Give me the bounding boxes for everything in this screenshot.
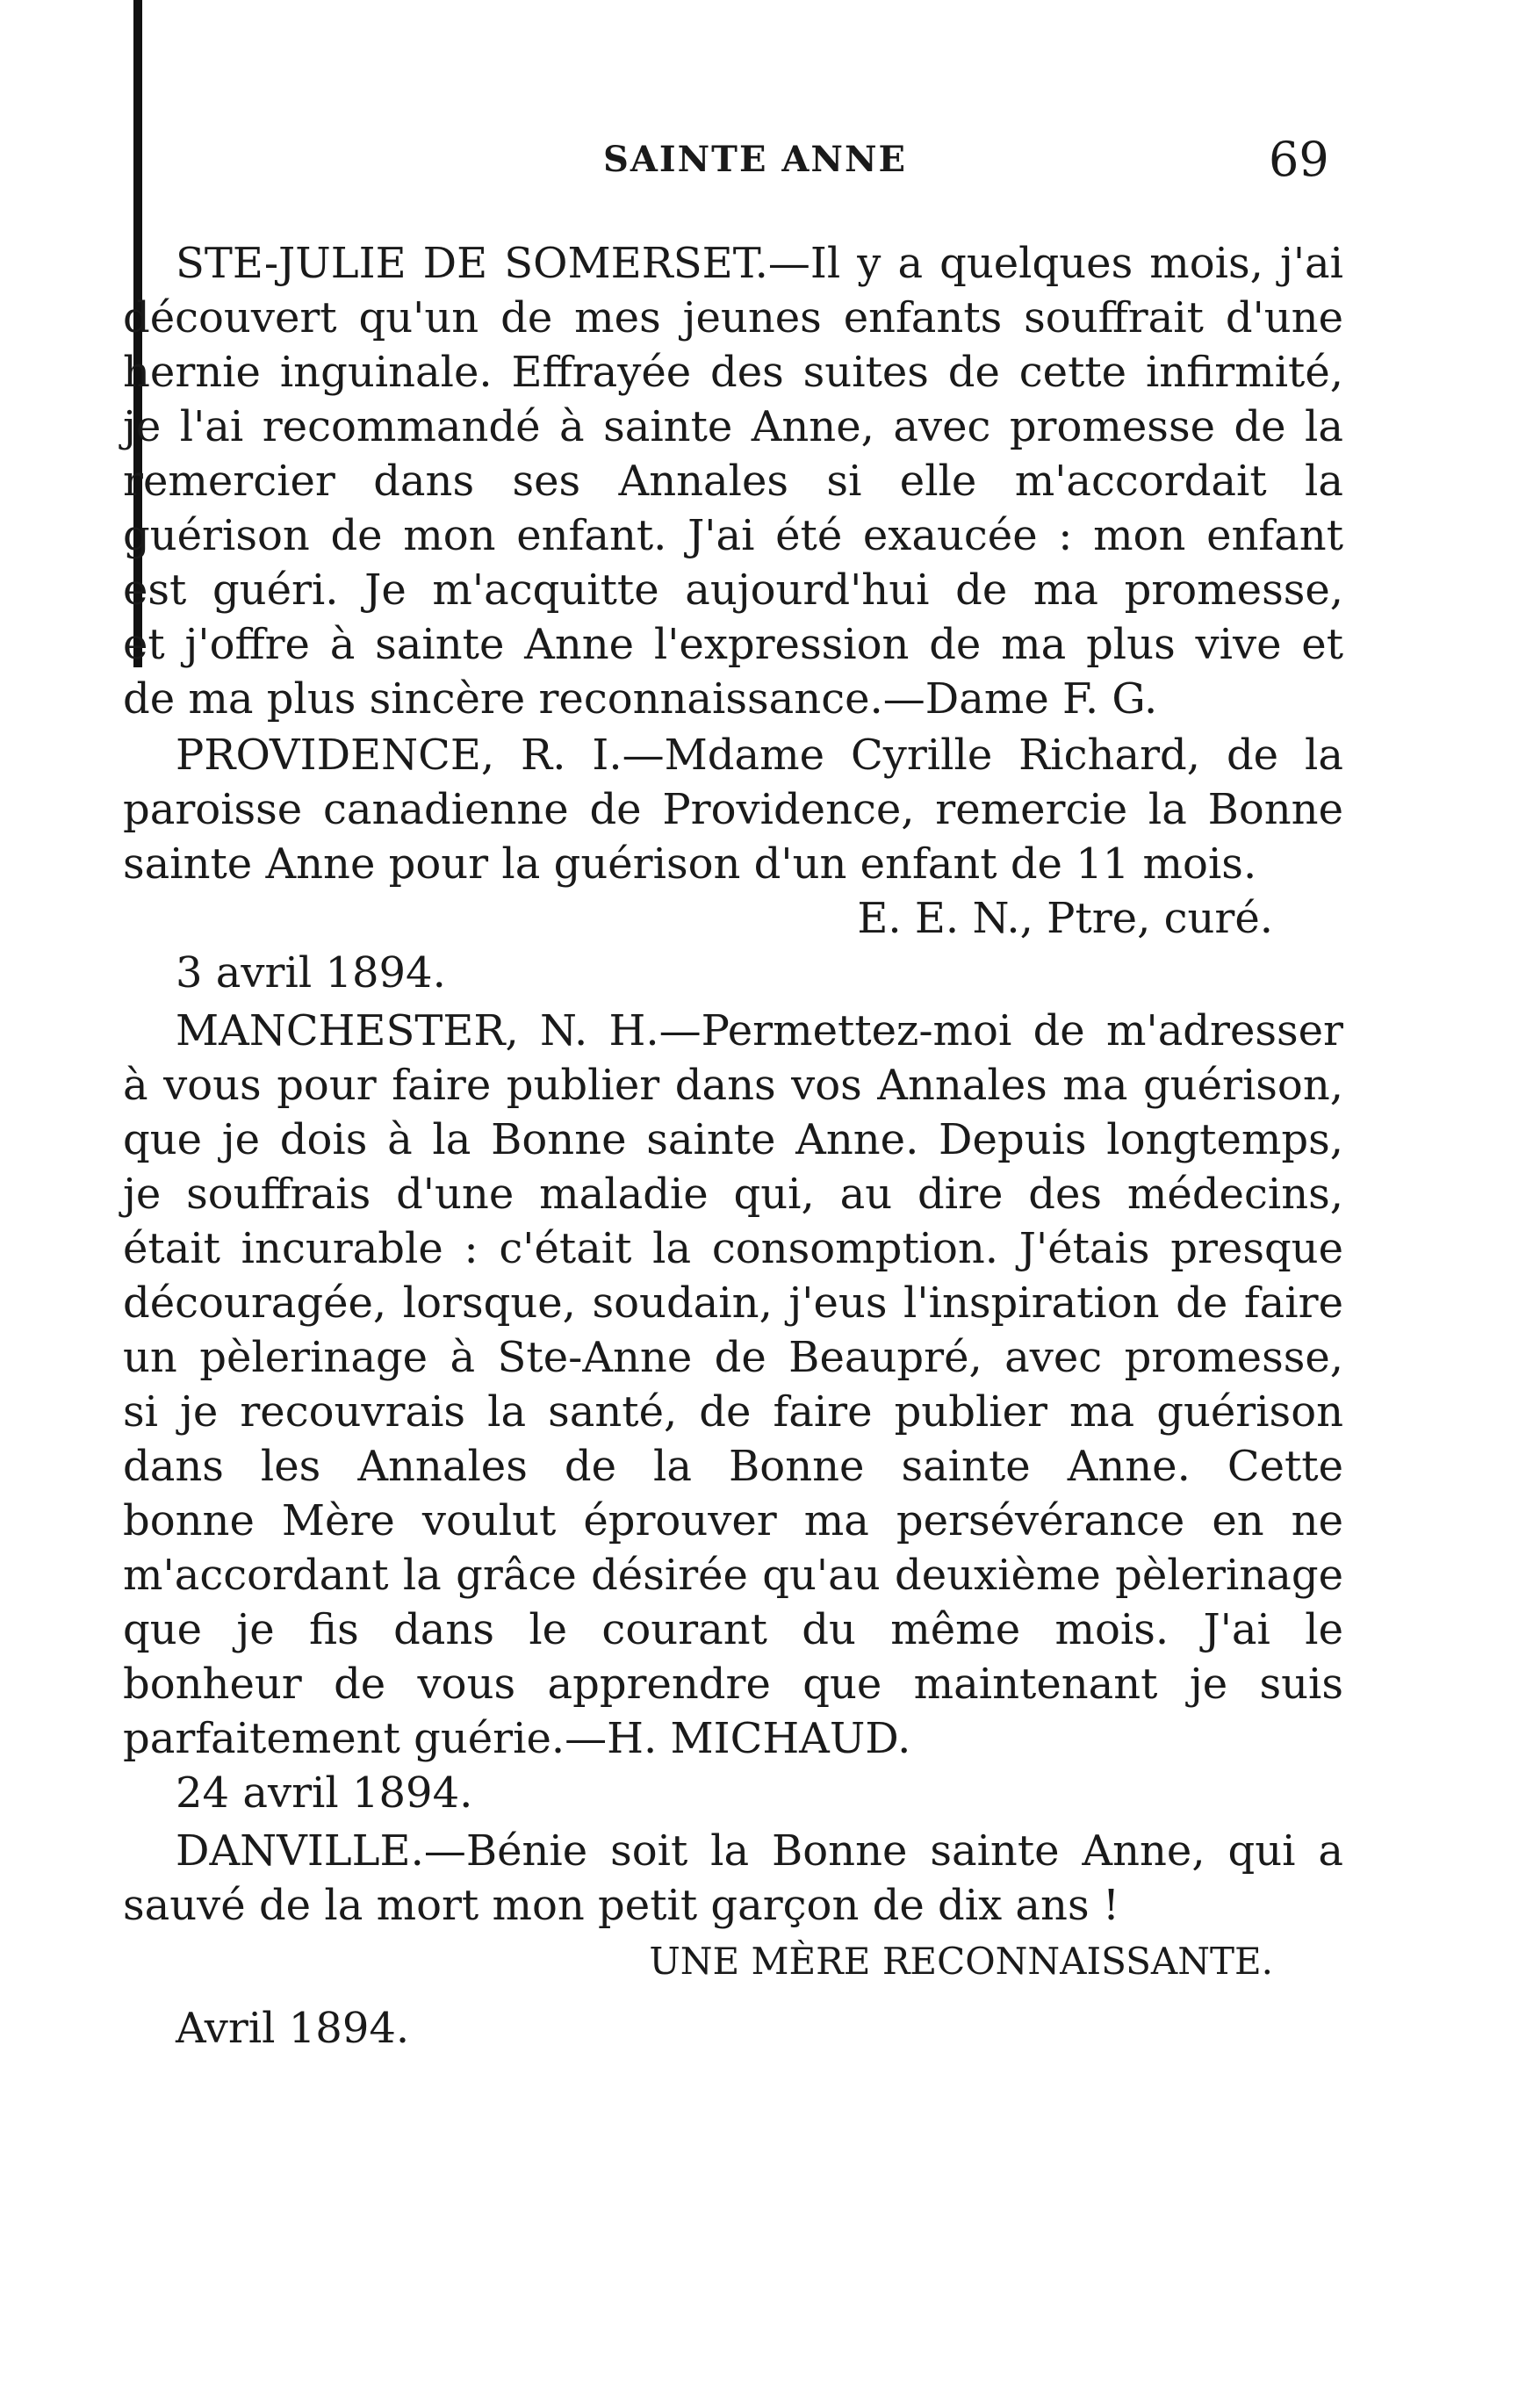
text-line: à vous pour faire publier dans vos Annales ma guérison, bbox=[123, 1061, 1343, 1110]
text-line: que je dois à la Bonne sainte Anne. Depuis longtemps, bbox=[123, 1115, 1343, 1164]
text-line: hernie inguinale. Effrayée des suites de cette infirmité, bbox=[123, 348, 1343, 397]
text-line: que je fis dans le courant du même mois. J'ai le bbox=[123, 1605, 1343, 1654]
text-line: je l'ai recommandé à sainte Anne, avec promesse de la bbox=[123, 402, 1343, 451]
date-line: 24 avril 1894. bbox=[176, 1768, 473, 1818]
text-line: découvert qu'un de mes jeunes enfants souffrait d'une bbox=[123, 293, 1343, 342]
text-line: paroisse canadienne de Providence, remercie la Bonne bbox=[123, 785, 1343, 834]
text-line: remercier dans ses Annales si elle m'accordait la bbox=[123, 457, 1343, 506]
text-line: était incurable : c'était la consomption. J'étais presque bbox=[123, 1224, 1343, 1273]
text-line: est guéri. Je m'acquitte aujourd'hui de ma promesse, bbox=[123, 565, 1343, 615]
text-line: parfaitement guérie.—H. MICHAUD. bbox=[123, 1714, 911, 1763]
text-line: PROVIDENCE, R. I.—Mdame Cyrille Richard, de la bbox=[176, 731, 1343, 780]
text-line: sauvé de la mort mon petit garçon de dix ans ! bbox=[123, 1881, 1120, 1930]
date-line: Avril 1894. bbox=[176, 2004, 410, 2053]
page-number: 69 bbox=[1269, 132, 1329, 187]
text-line: bonheur de vous apprendre que maintenant je suis bbox=[123, 1660, 1343, 1709]
text-line: DANVILLE.—Bénie soit la Bonne sainte Anne, qui a bbox=[176, 1826, 1343, 1876]
text-line: bonne Mère voulut éprouver ma persévérance en ne bbox=[123, 1496, 1343, 1545]
text-line: STE-JULIE DE SOMERSET.—Il y a quelques mois, j'ai bbox=[176, 239, 1343, 288]
text-line: découragée, lorsque, soudain, j'eus l'inspiration de faire bbox=[123, 1278, 1343, 1328]
date-line: 3 avril 1894. bbox=[176, 948, 446, 997]
text-line: MANCHESTER, N. H.—Permettez-moi de m'adresser bbox=[176, 1006, 1343, 1055]
running-head: SAINTE ANNE bbox=[602, 139, 908, 180]
text-line: je souffrais d'une maladie qui, au dire des médecins, bbox=[123, 1170, 1343, 1219]
text-line: dans les Annales de la Bonne sainte Anne. Cette bbox=[123, 1442, 1343, 1491]
text-line: sainte Anne pour la guérison d'un enfant de 11 mois. bbox=[123, 839, 1257, 889]
text-line: guérison de mon enfant. J'ai été exaucée : mon enfant bbox=[123, 511, 1343, 560]
signature-line: E. E. N., Ptre, curé. bbox=[857, 894, 1273, 943]
signature-line: UNE MÈRE RECONNAISSANTE. bbox=[649, 1940, 1273, 1983]
text-line: un pèlerinage à Ste-Anne de Beaupré, avec promesse, bbox=[123, 1333, 1343, 1382]
text-line: si je recouvrais la santé, de faire publier ma guérison bbox=[123, 1387, 1343, 1437]
text-line: de ma plus sincère reconnaissance.—Dame F. G. bbox=[123, 674, 1158, 724]
text-line: et j'offre à sainte Anne l'expression de ma plus vive et bbox=[123, 620, 1343, 669]
text-line: m'accordant la grâce désirée qu'au deuxième pèlerinage bbox=[123, 1551, 1343, 1600]
